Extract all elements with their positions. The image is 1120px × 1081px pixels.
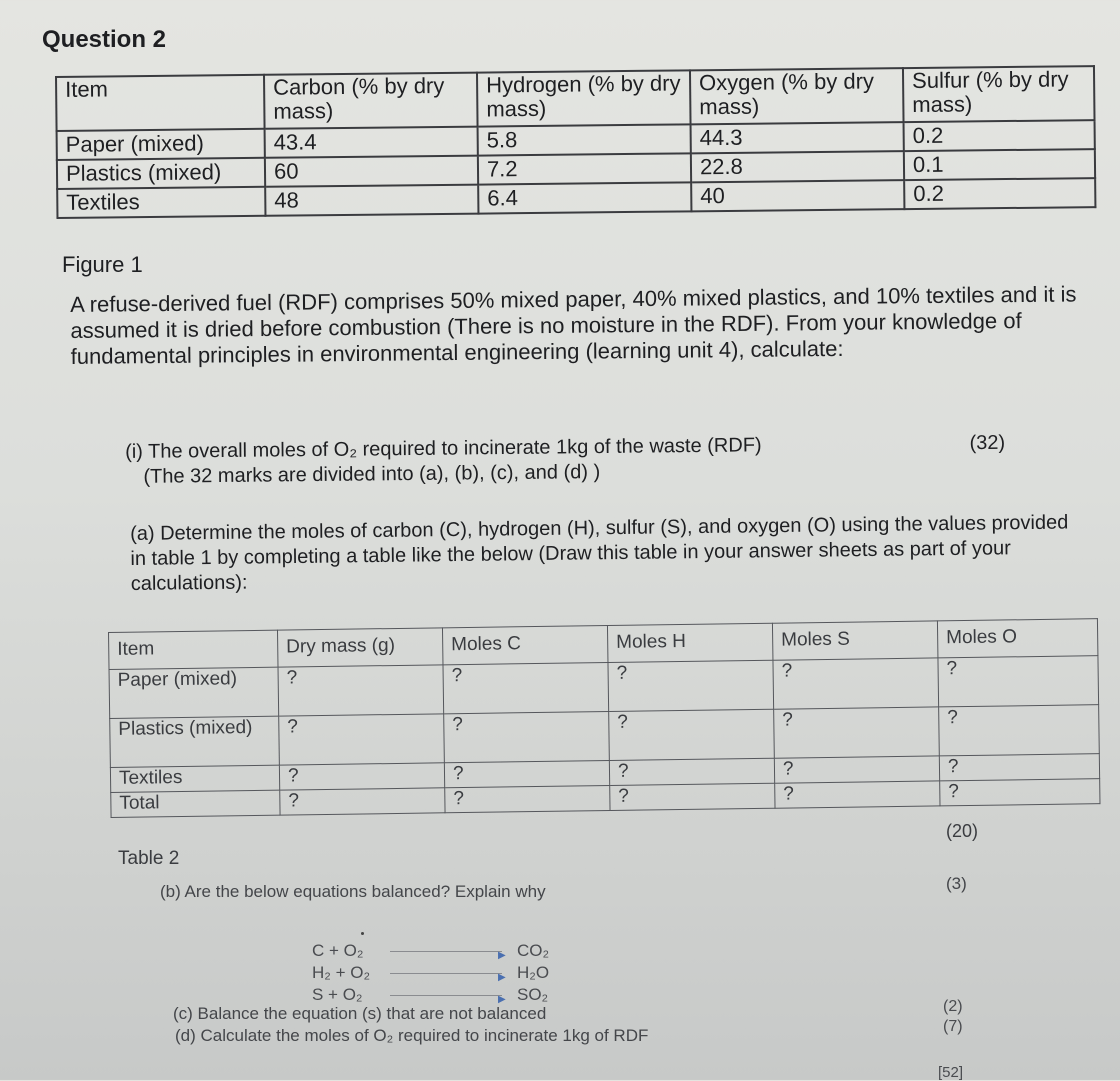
table-cell: ? — [774, 707, 940, 758]
table-cell: ? — [445, 786, 610, 813]
table-cell: ? — [773, 658, 939, 709]
table-cell: Plastics (mixed) — [57, 158, 265, 189]
arrow-right-icon: ▶ — [498, 950, 506, 961]
arrow-line — [390, 951, 502, 952]
table-cell: ? — [938, 656, 1099, 707]
arrow-right-icon: ▶ — [498, 972, 506, 983]
header-cell: Moles O — [937, 619, 1098, 658]
table-cell: 22.8 — [691, 151, 904, 182]
header-cell: Oxygen (% by dry mass) — [690, 68, 904, 124]
table-cell: 5.8 — [478, 124, 691, 155]
table-cell: ? — [279, 763, 444, 790]
table-cell: 7.2 — [478, 153, 691, 184]
table-cell: Plastics (mixed) — [110, 716, 280, 767]
table-cell: ? — [775, 781, 940, 808]
header-cell: Item — [109, 630, 279, 669]
table-cell: 0.2 — [904, 120, 1095, 151]
question-a: (a) Determine the moles of carbon (C), hydrogen (H), sulfur (S), and oxygen (O) using the values provided in table 1 by completing a table like the below (Draw this table in your answer sheets as part of your calculations): — [130, 511, 1069, 595]
header-cell: Item — [56, 75, 265, 131]
question-i-note: (The 32 marks are divided into (a), (b), (c), and (d) ) — [143, 461, 601, 488]
equation-lhs: C + O₂ — [312, 941, 364, 960]
header-cell: Moles C — [442, 626, 608, 665]
table-cell: ? — [609, 709, 775, 760]
question-d: (d) Calculate the moles of O₂ required to incinerate 1kg of RDF — [175, 1026, 649, 1045]
table-cell: ? — [444, 761, 609, 788]
table-cell: ? — [278, 665, 444, 716]
question-b-marks: (3) — [946, 874, 967, 893]
arrow-line — [390, 973, 502, 974]
question-i-text: (i) The overall moles of O₂ required to incinerate 1kg of the waste (RDF) — [125, 434, 762, 463]
total-marks: [52] — [938, 1064, 964, 1081]
table-cell: Paper (mixed) — [57, 129, 265, 160]
table-cell: ? — [939, 705, 1100, 756]
header-cell: Dry mass (g) — [277, 628, 443, 667]
question-b: (b) Are the below equations balanced? Explain why — [160, 882, 546, 901]
moles-table — [108, 618, 1101, 818]
equation-lhs: H₂ + O₂ — [312, 963, 371, 982]
header-cell: Moles S — [772, 621, 938, 660]
table-cell: 0.1 — [904, 149, 1095, 180]
header-cell: Hydrogen (% by dry mass) — [477, 70, 691, 126]
table-caption: Table 2 — [118, 848, 180, 869]
table-cell: 48 — [265, 185, 478, 216]
table-cell: ? — [774, 756, 939, 783]
table-cell: ? — [444, 712, 610, 763]
arrow-right-icon: ▶ — [498, 994, 506, 1005]
question-i-marks: (32) — [969, 431, 1006, 455]
question-title: Question 2 — [42, 26, 167, 53]
table-cell: ? — [609, 758, 774, 785]
table-cell: ? — [939, 754, 1099, 781]
table-cell: 44.3 — [691, 122, 904, 153]
table-cell: ? — [279, 714, 445, 765]
table-cell: Textiles — [57, 187, 265, 218]
question-i — [125, 430, 1085, 490]
question-a-marks: (20) — [946, 821, 979, 841]
table-cell: 0.2 — [904, 178, 1095, 209]
table-cell: 40 — [691, 180, 904, 211]
figure-caption: Figure 1 — [62, 252, 143, 277]
equation-rhs: H₂O — [517, 963, 550, 982]
table-cell: Total — [111, 790, 280, 817]
equation-rhs: SO₂ — [517, 985, 549, 1004]
equation-lhs: S + O₂ — [312, 985, 363, 1004]
header-cell: Sulfur (% by dry mass) — [903, 66, 1095, 122]
table-cell: 60 — [265, 156, 478, 187]
question-c-marks: (2) — [943, 998, 963, 1015]
table-cell: ? — [443, 663, 609, 714]
table-cell: ? — [608, 660, 774, 711]
question-d-marks: (7) — [943, 1018, 963, 1035]
problem-paragraph: A refuse-derived fuel (RDF) comprises 50% mixed paper, 40% mixed plastics, and 10% textiles and it is assumed it is dried before combustion (There is no moisture in the RDF). From your knowledge of fundamental principles in environmental engineering (learning unit 4), calculate: — [70, 281, 1077, 369]
table-cell: ? — [610, 783, 775, 810]
arrow-line — [390, 995, 502, 996]
composition-table — [55, 65, 1096, 219]
header-cell: Moles H — [607, 623, 773, 662]
question-c: (c) Balance the equation (s) that are not balanced — [173, 1004, 547, 1023]
table-cell: Textiles — [110, 765, 279, 792]
table-cell: 6.4 — [478, 182, 691, 213]
table-cell: Paper (mixed) — [109, 667, 279, 718]
stray-dot — [361, 932, 364, 935]
equation-rhs: CO₂ — [517, 941, 550, 960]
table-cell: 43.4 — [265, 127, 478, 158]
table-cell: ? — [940, 779, 1100, 806]
header-cell: Carbon (% by dry mass) — [264, 73, 478, 129]
table-cell: ? — [280, 788, 445, 815]
